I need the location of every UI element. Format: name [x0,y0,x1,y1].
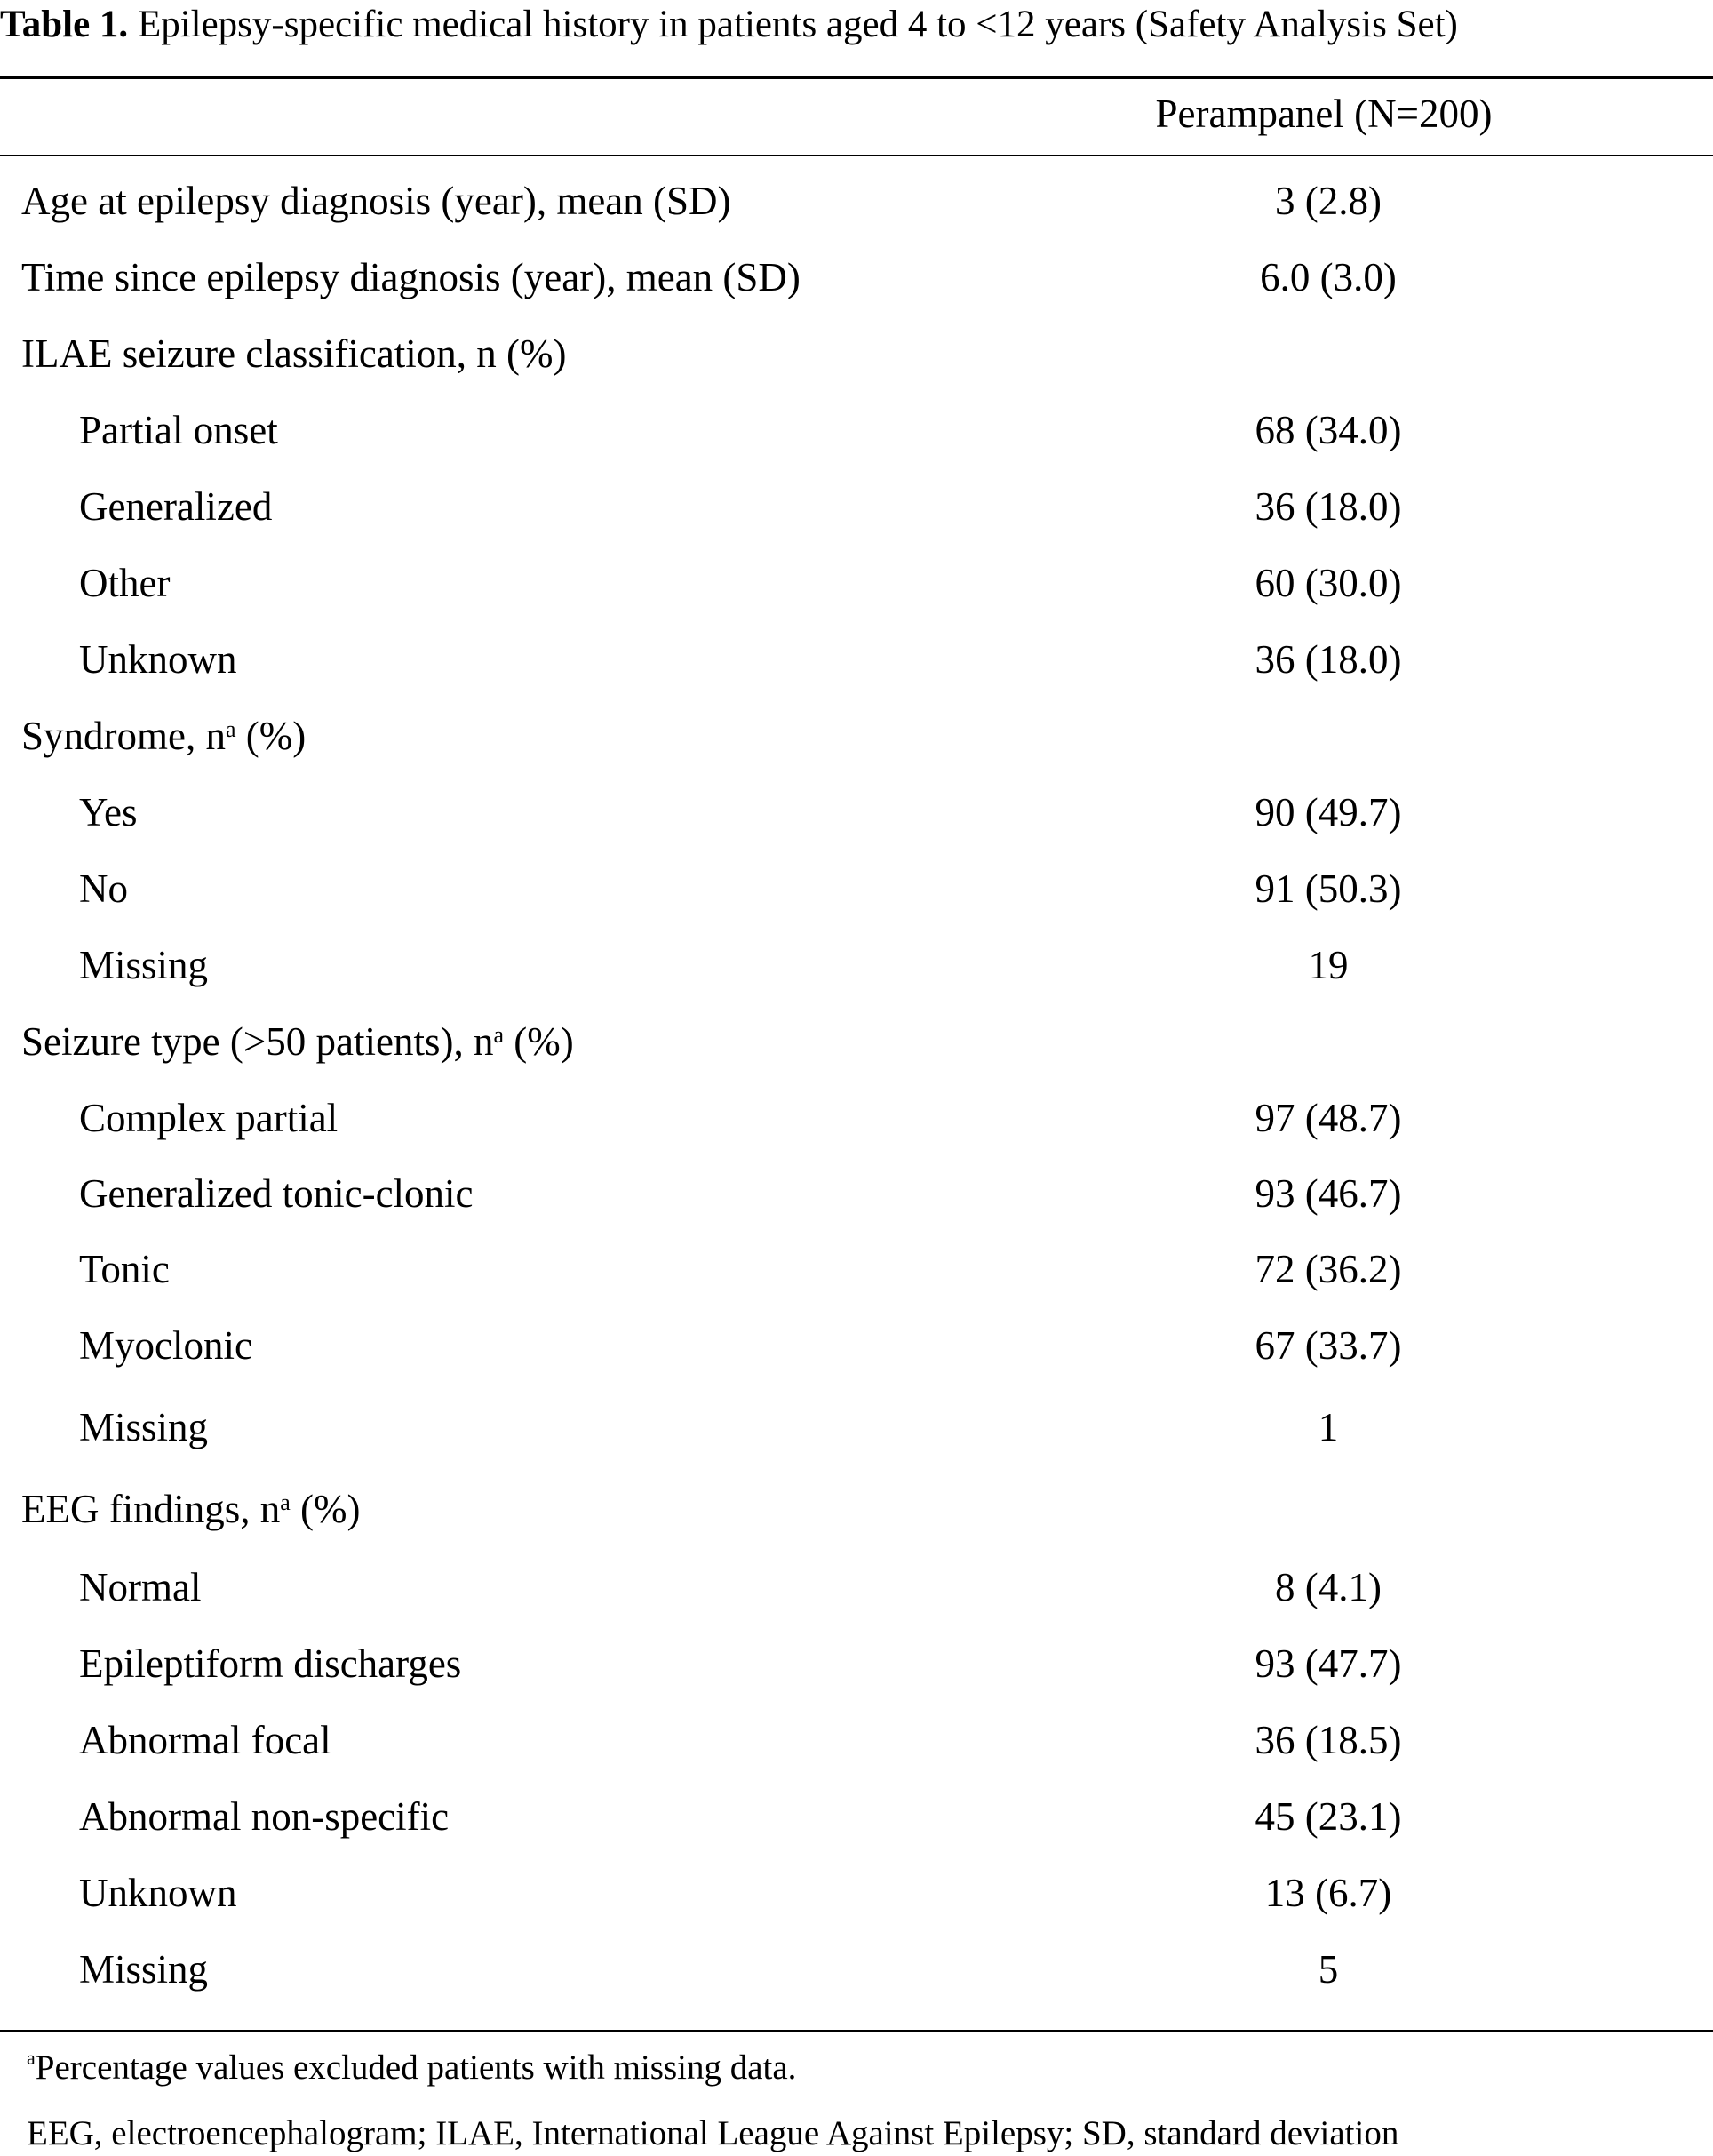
row-label [21,709,306,763]
row-label [79,480,272,533]
table-row [0,786,1713,839]
row-label [79,1242,170,1296]
table-row [0,1561,1713,1614]
row-value: 91 (50.3) [1255,866,1402,911]
footnote-abbreviations: EEG, electroencephalogram; ILAE, International League Against Epilepsy; SD, standard deviation [27,2114,1399,2152]
table-row [0,1319,1713,1372]
footnote-marker: a [493,1022,505,1048]
row-label-text: Generalized [79,484,273,529]
row-value: 1 [1318,1405,1339,1449]
row-label-text: Other [79,561,171,605]
table-row [0,1091,1713,1145]
row-label-text: Time since epilepsy diagnosis (year), mean (SD) [21,255,801,299]
table-row [0,251,1713,304]
row-label [21,1015,574,1068]
row-label-text: Age at epilepsy diagnosis (year), mean (SD) [21,179,731,223]
row-label [79,1713,331,1767]
row-value: 36 (18.0) [1255,484,1402,529]
footnote-missing-data-text: Percentage values excluded patients with missing data. [35,2048,797,2087]
row-value: 93 (46.7) [1255,1171,1402,1216]
row-value: 97 (48.7) [1255,1096,1402,1140]
row-label [21,174,731,228]
table-row [0,938,1713,992]
row-label-text: No [79,866,128,911]
row-label-text: ILAE seizure classification, n (%) [21,331,567,376]
row-label-text: Myoclonic [79,1323,252,1368]
row-value: 13 (6.7) [1264,1871,1392,1915]
table-row [0,556,1713,610]
footnote-missing-data [27,2046,796,2090]
table-title [0,2,1713,48]
table-row [0,1167,1713,1220]
row-label [79,1561,201,1614]
row-label-text: Seizure type (>50 patients), n [21,1019,494,1064]
row-label-text: Unknown [79,1871,237,1915]
row-label [21,1482,361,1536]
footnote-marker: a [280,1489,291,1515]
row-label [79,1167,474,1220]
table-row [0,403,1713,457]
row-label-suffix: (%) [235,714,307,758]
row-value: 36 (18.0) [1255,637,1402,682]
row-label-text: Missing [79,943,209,987]
row-value: 67 (33.7) [1255,1323,1402,1368]
row-value: 72 (36.2) [1255,1247,1402,1291]
table-row [0,862,1713,915]
row-label [21,327,567,380]
row-label-text: Missing [79,1947,209,1992]
table-row [0,633,1713,686]
row-value: 90 (49.7) [1255,790,1402,834]
table-row [0,480,1713,533]
row-label [79,556,170,610]
table-bottom-rule [0,2030,1713,2032]
table-row [0,1637,1713,1690]
row-label [79,633,237,686]
row-label [79,1319,252,1372]
row-value: 8 (4.1) [1275,1565,1382,1609]
table-header-rule [0,155,1713,156]
row-value: 45 (23.1) [1255,1794,1402,1839]
footnote-marker: a [226,716,236,742]
row-label-text: Unknown [79,637,237,682]
row-label-text: Complex partial [79,1096,339,1140]
row-label-text: Epileptiform discharges [79,1641,462,1686]
row-value: 6.0 (3.0) [1260,255,1397,299]
table-row [0,1015,1713,1068]
row-label-text: Partial onset [79,408,278,452]
column-header-perampanel: Perampanel (N=200) [1155,92,1493,136]
table-row [0,1482,1713,1536]
row-value: 93 (47.7) [1255,1641,1402,1686]
row-value: 68 (34.0) [1255,408,1402,452]
table-title-number: Table 1. [0,4,129,45]
table-row [0,174,1713,228]
row-label-text: Generalized tonic-clonic [79,1171,474,1216]
row-label [79,862,128,915]
table-row [0,1242,1713,1296]
row-label-text: Syndrome, n [21,714,226,758]
table-row [0,1401,1713,1454]
row-value: 19 [1308,943,1349,987]
row-label-text: EEG findings, n [21,1487,281,1531]
table-row [0,709,1713,763]
row-value: 5 [1318,1947,1339,1992]
table-row [0,327,1713,380]
row-label [79,1401,208,1454]
table-title-text: Epilepsy-specific medical history in patients aged 4 to <12 years (Safety Analysis Set) [128,4,1458,45]
footnote-marker: a [27,2047,36,2069]
row-label [79,786,137,839]
row-label [79,1637,461,1690]
row-label [21,251,801,304]
row-label [79,1866,237,1920]
table-top-rule [0,76,1713,79]
row-label [79,403,278,457]
table-row [0,1790,1713,1843]
row-label-text: Tonic [79,1247,170,1291]
row-label-text: Missing [79,1405,209,1449]
row-label [79,938,208,992]
row-label-text: Yes [79,790,138,834]
row-value: 3 (2.8) [1275,179,1382,223]
row-label-suffix: (%) [290,1487,361,1531]
row-value: 60 (30.0) [1255,561,1402,605]
row-label-text: Abnormal focal [79,1718,331,1762]
table-row [0,1866,1713,1920]
row-label-text: Abnormal non-specific [79,1794,450,1839]
table-row [0,1713,1713,1767]
table-row [0,1943,1713,1996]
row-label-suffix: (%) [504,1019,574,1064]
row-label [79,1943,208,1996]
row-label-text: Normal [79,1565,202,1609]
row-value: 36 (18.5) [1255,1718,1402,1762]
row-label [79,1790,449,1843]
row-label [79,1091,338,1145]
